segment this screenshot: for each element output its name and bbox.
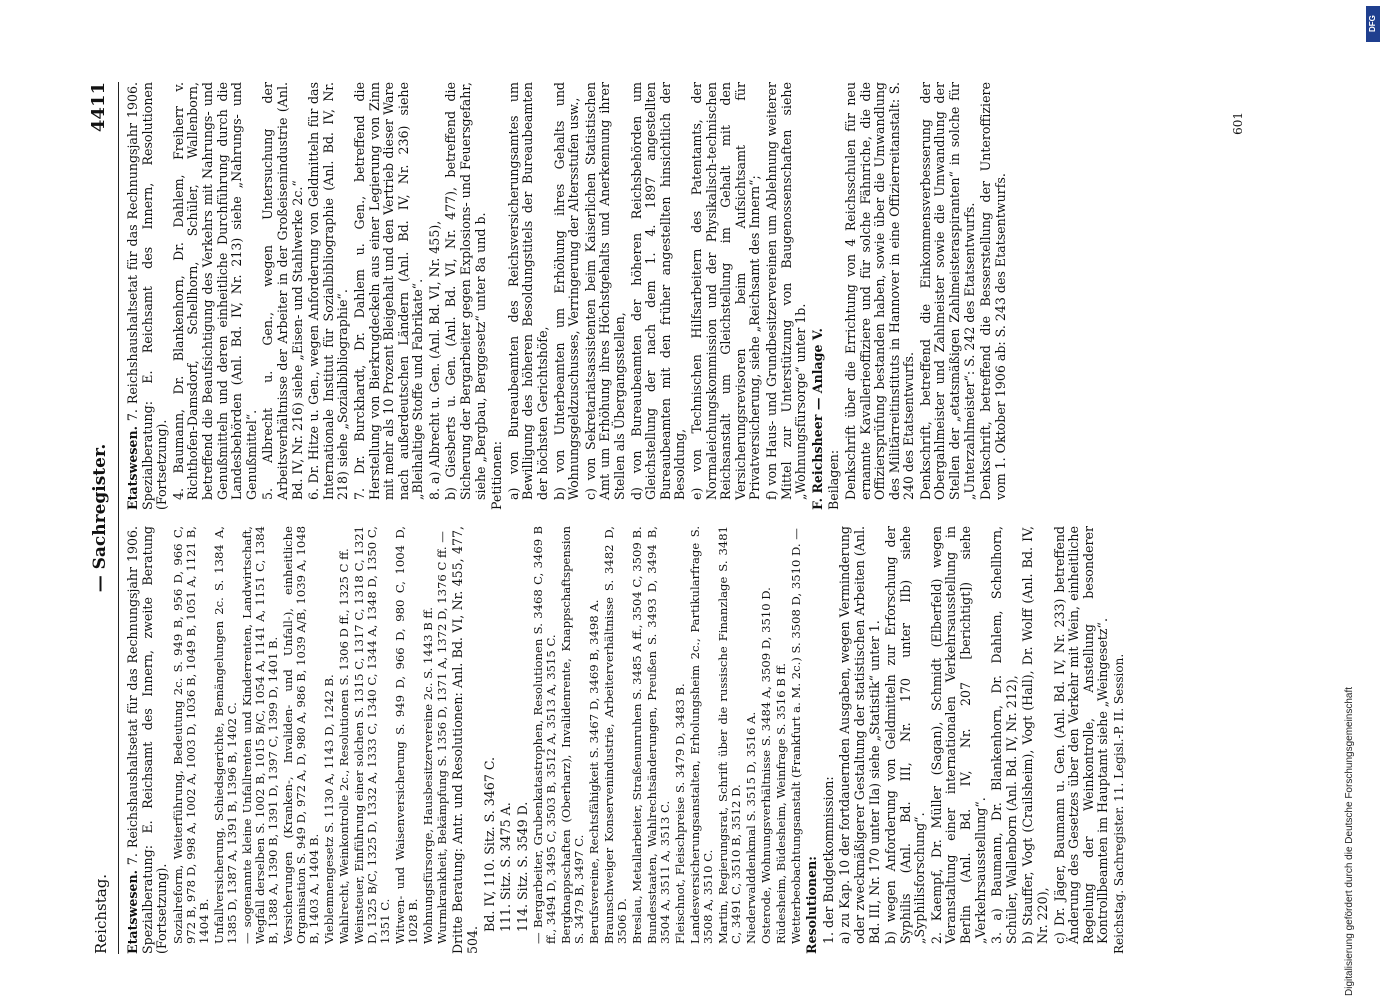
register-entry: — sogenannte kleine Unfallrenten und Kinderrenten, Landwirtschaft, Wegfall derselben S. 1002 B, 1015 B/C, 1054 A, 1141 A, 1151 C, 1384 B, 1388 A, 1390 B, 1391 D, 1397 C, 1399 D, 1401 B.	[239, 526, 280, 944]
register-entry: Unfallversicherung, Schiedsgerichte, Bemängelungen 2c. S. 1384 A, 1385 D, 1387 A, 1391 B, 1396 B, 1402 C.	[211, 526, 239, 944]
resolutions-list	[822, 526, 1111, 954]
register-entry: Vieblemnengesetz S. 1130 A, 1143 D, 1242 B.	[321, 674, 336, 944]
left-entries	[172, 526, 450, 954]
register-entry: Rüdesheim, Büdesheim, Weinfrage S. 3516 B ff.	[774, 663, 789, 944]
running-head	[84, 82, 119, 954]
bottom-page-number: 601	[1231, 112, 1246, 135]
resolution-entry: b) Giesberts u. Gen. (Anl. Bd. VI, Nr. 477), betreffend die Sicherung der Bergarbeiter gegen Explosions- und Feuersgefahr, siehe „Bergbau, Berggesetz“ unter 8a und b.	[443, 82, 488, 500]
left-column	[126, 526, 1226, 954]
register-entry: — Bergarbeiter, Grubenkatastrophen, Resolutionen S. 3468 C, 3469 B ff., 3494 D, 3495 C, 3503 B, 3512 A, 3513 A, 3515 C.	[531, 526, 559, 944]
register-entry: Witwen- und Waisenversicherung S. 949 D, 966 D, 980 C, 1004 D, 1028 B.	[392, 526, 420, 944]
resolution-entry: 7. Dr. Burckhardt, Dr. Dahlem u. Gen., betreffend die Herstellung von Bierkrugdeckeln aus einer Legierung von Zinn mit mehr als 10 Prozent Bleigehalt und den Vertrieb dieser Ware nach außerdeutschen Ländern (Anl. Bd. IV, Nr. 236) siehe „Bleihaltige Stoffe und Fabrikate“.	[351, 82, 426, 500]
register-page	[84, 68, 1384, 968]
header-center: — Sachregister.	[90, 443, 110, 593]
page-number: 4411	[88, 82, 109, 133]
resolutions-title: Resolutionen:	[804, 856, 820, 954]
page-footer: Reichstag. Sachregister. 11. Legisl.-P. II. Session.	[1112, 653, 1127, 954]
register-entry: Landesversicherungsanstalten, Erholungsheim 2c., Partikularfrage S. 3508 A, 3510 C.	[688, 526, 716, 944]
right-section-title: Etatswesen.	[125, 426, 140, 510]
register-entry: Wurmkrankheit, Bekämpfung S. 1356 D, 1371 A, 1372 D, 1376 C ff. —	[435, 531, 450, 944]
right-column	[125, 82, 1246, 510]
register-entry: Martin, Regierungsrat, Schrift über die russische Finanzlage S. 3481 C, 3491 C, 3510 B, 3512 D.	[716, 526, 744, 944]
resolution-entry: b) Stauffer, Vogt (Crailsheim), Vogt (Hall), Dr. Wolff (Anl. Bd. IV, Nr. 220),	[1020, 526, 1051, 944]
petitions-title: Petitionen:	[489, 440, 505, 510]
resolution-entry: 5. Albrecht u. Gen., wegen Untersuchung der Arbeitsverhältnisse der Arbeiter in der Großeisenindustrie (Anl. Bd. IV, Nr. 216) siehe „Eisen- und Stahlwerke 2c.“	[260, 82, 305, 500]
resolution-entry: 4. Baumann, Dr. Blankenhorn, Dr. Dahlem, Freiherr v. Richthofen-Damsdorf, Schellhorn, Schüler, Wallenborn, betreffend die Beaufsichtigung des Verkehrs mit Nahrungs- und Genußmitteln und deren einheitliche Durchführung durch die Landesbehörden (Anl. Bd. IV, Nr. 213) siehe „Nahrungs- und Genußmittel“.	[170, 82, 259, 500]
register-entry: Fleischnot, Fleischpreise S. 3479 D, 3483 B.	[673, 683, 688, 944]
register-entry: Berufsvereine, Rechtsfähigkeit S. 3467 D, 3469 B, 3498 A.	[587, 599, 602, 944]
petition-entry: b) von Unterbeamten um Erhöhung ihres Gehalts und Wohnungsgeldzuschusses, Verringerung der Altersstufen usw.,	[551, 82, 582, 500]
register-entry: Weinsteuer, Einführung einer solchen S. 1315 C, 1317 C, 1318 C, 1321 D, 1325 B/C, 1325 D, 1332 A, 1333 C, 1340 C, 1344 A, 1348 D, 1350 C, 1351 C.	[351, 526, 392, 944]
resolution-entry: 1. der Budgetkommission:	[820, 776, 836, 944]
header-left: Reichstag.	[92, 873, 110, 954]
sitting-entry: 111. Sitz. S. 3475 A.	[498, 802, 514, 932]
left-section-title: Etatswesen.	[125, 870, 140, 954]
dfg-logo: DFG	[1366, 6, 1380, 42]
beilagen-list	[844, 82, 1009, 510]
resolution-entry: 3. a) Baumann, Dr. Blankenhorn, Dr. Dahlem, Schellhorn, Schüler, Wallenborn (Anl. Bd. IV, Nr. 212),	[989, 526, 1019, 944]
register-entry: Bundesstaaten, Wahlrechtsänderungen, Preußen S. 3493 D, 3494 B, 3504 A, 3511 A, 3513 C.	[645, 526, 673, 944]
left-entries-b	[532, 526, 803, 954]
resolution-entry: a) zu Kap. 10 der fortdauernden Ausgaben, wegen Verminderung oder zweckmäßigerer Gestaltung der statistischen Arbeiten (Anl. Bd. III, Nr. 170 unter IIa) siehe „Statistik“ unter 1.	[837, 526, 882, 944]
register-entry: Sozialreform, Weiterführung, Bedeutung 2c. S. 949 B, 956 D, 966 C, 972 B, 978 D, 998 A, 1002 A, 1003 D, 1036 B, 1049 B, 1051 A, 1121 B, 1404 B.	[170, 526, 211, 944]
petition-entry: f) von Haus- und Grundbesitzervereinen um Ablehnung weiterer Mittel zur Unterstützung von Baugenossenschaften siehe „Wohnungsfürsorge“ unter 1b.	[763, 82, 809, 500]
register-entry: Osterode, Wohnungsverhältnisse S. 3484 A, 3509 D, 3510 D.	[759, 587, 774, 944]
register-entry: Niederwalddenkmal S. 3515 D, 3516 A.	[744, 711, 759, 944]
left-intro: 7. Reichshaushaltsetat für das Rechnungsjahr 1906. Spezialberatung: E. Reichsamt des Innern, zweite Beratung (Fortsetzung).	[125, 526, 170, 954]
petition-entry: e) von Technischen Hilfsarbeitern des Patentamts, der Normaleichungskommission und der Physikalisch-technischen Reichsanstalt um Gleichstellung im Gehalt mit den Versicherungsrevisoren beim Aufsichtsamt für Privatversicherung, siehe „Reichsamt des Innern“;	[688, 82, 763, 500]
sittings-list	[483, 526, 531, 954]
register-entry: Bergknappschaften (Oberharz), Invalidenrente, Knappschaftspension S. 3479 B, 3497 C.	[559, 526, 587, 944]
resolution-items	[172, 82, 488, 510]
digitization-note: Digitalisierung gefördert durch die Deutsche Forschungsgemeinschaft	[1344, 686, 1355, 996]
register-entry: Versicherungen (Kranken-, Invaliden- und Unfall-), einheitliche Organisation S. 949 D, 972 A, D, 980 A, 986 B, 1039 A/B, 1039 A, 1048 B, 1403 A, 1404 B.	[280, 526, 321, 944]
register-entry: Braunschweiger Konservenindustrie, Arbeiterverhältnisse S. 3482 D, 3506 D.	[602, 526, 630, 944]
beilage-entry: Denkschrift, betreffend die Besserstellung der Unteroffiziere vom 1. Oktober 1906 ab: S. 243 des Etatsentwurfs.	[978, 82, 1008, 500]
resolution-entry: 8. a) Albrecht u. Gen. (Anl. Bd. VI, Nr. 455),	[426, 220, 442, 500]
resolution-entry: b) wegen Anforderung von Geldmitteln zur Erforschung der Syphilis (Anl. Bd. III, Nr. 170 unter IIb) siehe „Syphilisforschung“.	[883, 526, 928, 944]
resolution-entry: 2. Kaempf, Dr. Müller (Sagan), Schmidt (Elberfeld) wegen Veranstaltung einer internationalen Verkehrsausstellung in Berlin (Anl. Bd. IV, Nr. 207 [berichtigt]) siehe „Verkehrsausstellung“.	[928, 526, 988, 944]
register-entry: Breslau, Metallarbeiter, Straßenunruhen S. 3485 A ff., 3504 C, 3509 B.	[630, 526, 645, 944]
beilagen-title: Beilagen:	[826, 449, 842, 510]
petitions-list	[507, 82, 809, 510]
beilage-entry: Denkschrift über die Errichtung von 4 Reichsschulen für neu ernannte Kavallerieoffiziere und für solche Fähnriche, die die Offiziersprüfung bestanden haben, sowie über die Umwandlung des Militärreitinstituts in Hannover in eine Offizierreitanstalt: S. 240 des Etatsentwurfs.	[842, 82, 917, 500]
register-entry: Wetterbeobachtungsanstalt (Frankfurt a. M. 2c.) S. 3508 D, 3510 D. —	[789, 528, 804, 944]
petition-entry: d) von Bureaubeamten der höheren Reichsbehörden um Gleichstellung der nach dem 1. 4. 1897 angestellten Bureaubeamten mit den früher angestellten hinsichtlich der Besoldung,	[628, 82, 688, 500]
resolution-entry: 6. Dr. Hitze u. Gen., wegen Anforderung von Geldmitteln für das Internationale Institut für Sozialbibliographie (Anl. Bd. IV, Nr. 218) siehe „Sozialbibliographie“.	[306, 82, 351, 500]
register-entry: Wahlrecht, Weinkontrolle 2c., Resolutionen S. 1306 D ff., 1325 C ff.	[336, 548, 351, 944]
petition-entry: a) von Bureaubeamten des Reichsversicherungsamtes um Bewilligung des höheren Besoldungstitels der Bureaubeamten der höchsten Gerichtshöfe,	[505, 82, 551, 500]
sitting-entry: 114. Sitz. S. 3549 D.	[514, 801, 530, 932]
beilage-entry: Denkschrift, betreffend die Einkommensverbesserung der Obergahlmeister und Zahlmeister sowie die Umwandlung der Stellen der „etatsmäßigen Zahlmeisteraspiranten“ in solche für „Unterzahlmeister“: S. 242 des Etatsentwurfs.	[917, 82, 977, 500]
register-entry: Wohnungsfürsorge, Hausbesitzervereine 2c. S. 1443 B ff.	[420, 607, 435, 944]
resolution-entry: c) Dr. Jäger, Baumann u. Gen. (Anl. Bd. IV, Nr. 233) betreffend Änderung des Gesetzes über den Verkehr mit Wein, einheitliche Regelung der Weinkontrolle, Anstellung besonderer Kontrollbeamten im Hauptamt siehe „Weingesetz“.	[1051, 526, 1111, 944]
petition-entry: c) von Sekretariatsassistenten beim Kaiserlichen Statistischen Amt um Erhöhung ihres Höchstgehalts und Anerkennung ihrer Stellen als Übergangsstellen,	[582, 82, 627, 500]
section-f: F. Reichsheer — Anlage V.	[809, 328, 825, 510]
right-intro: 7. Reichshaushaltsetat für das Rechnungsjahr 1906. Spezialberatung: E. Reichsamt des Innern, Resolutionen (Fortsetzung).	[125, 82, 170, 510]
sitting-entry: Bd. IV, 110. Sitz. S. 3467 C.	[481, 756, 497, 932]
third-reading: Dritte Beratung: Antr. und Resolutionen: Anl. Bd. VI, Nr. 455, 477, 504.	[450, 526, 481, 954]
